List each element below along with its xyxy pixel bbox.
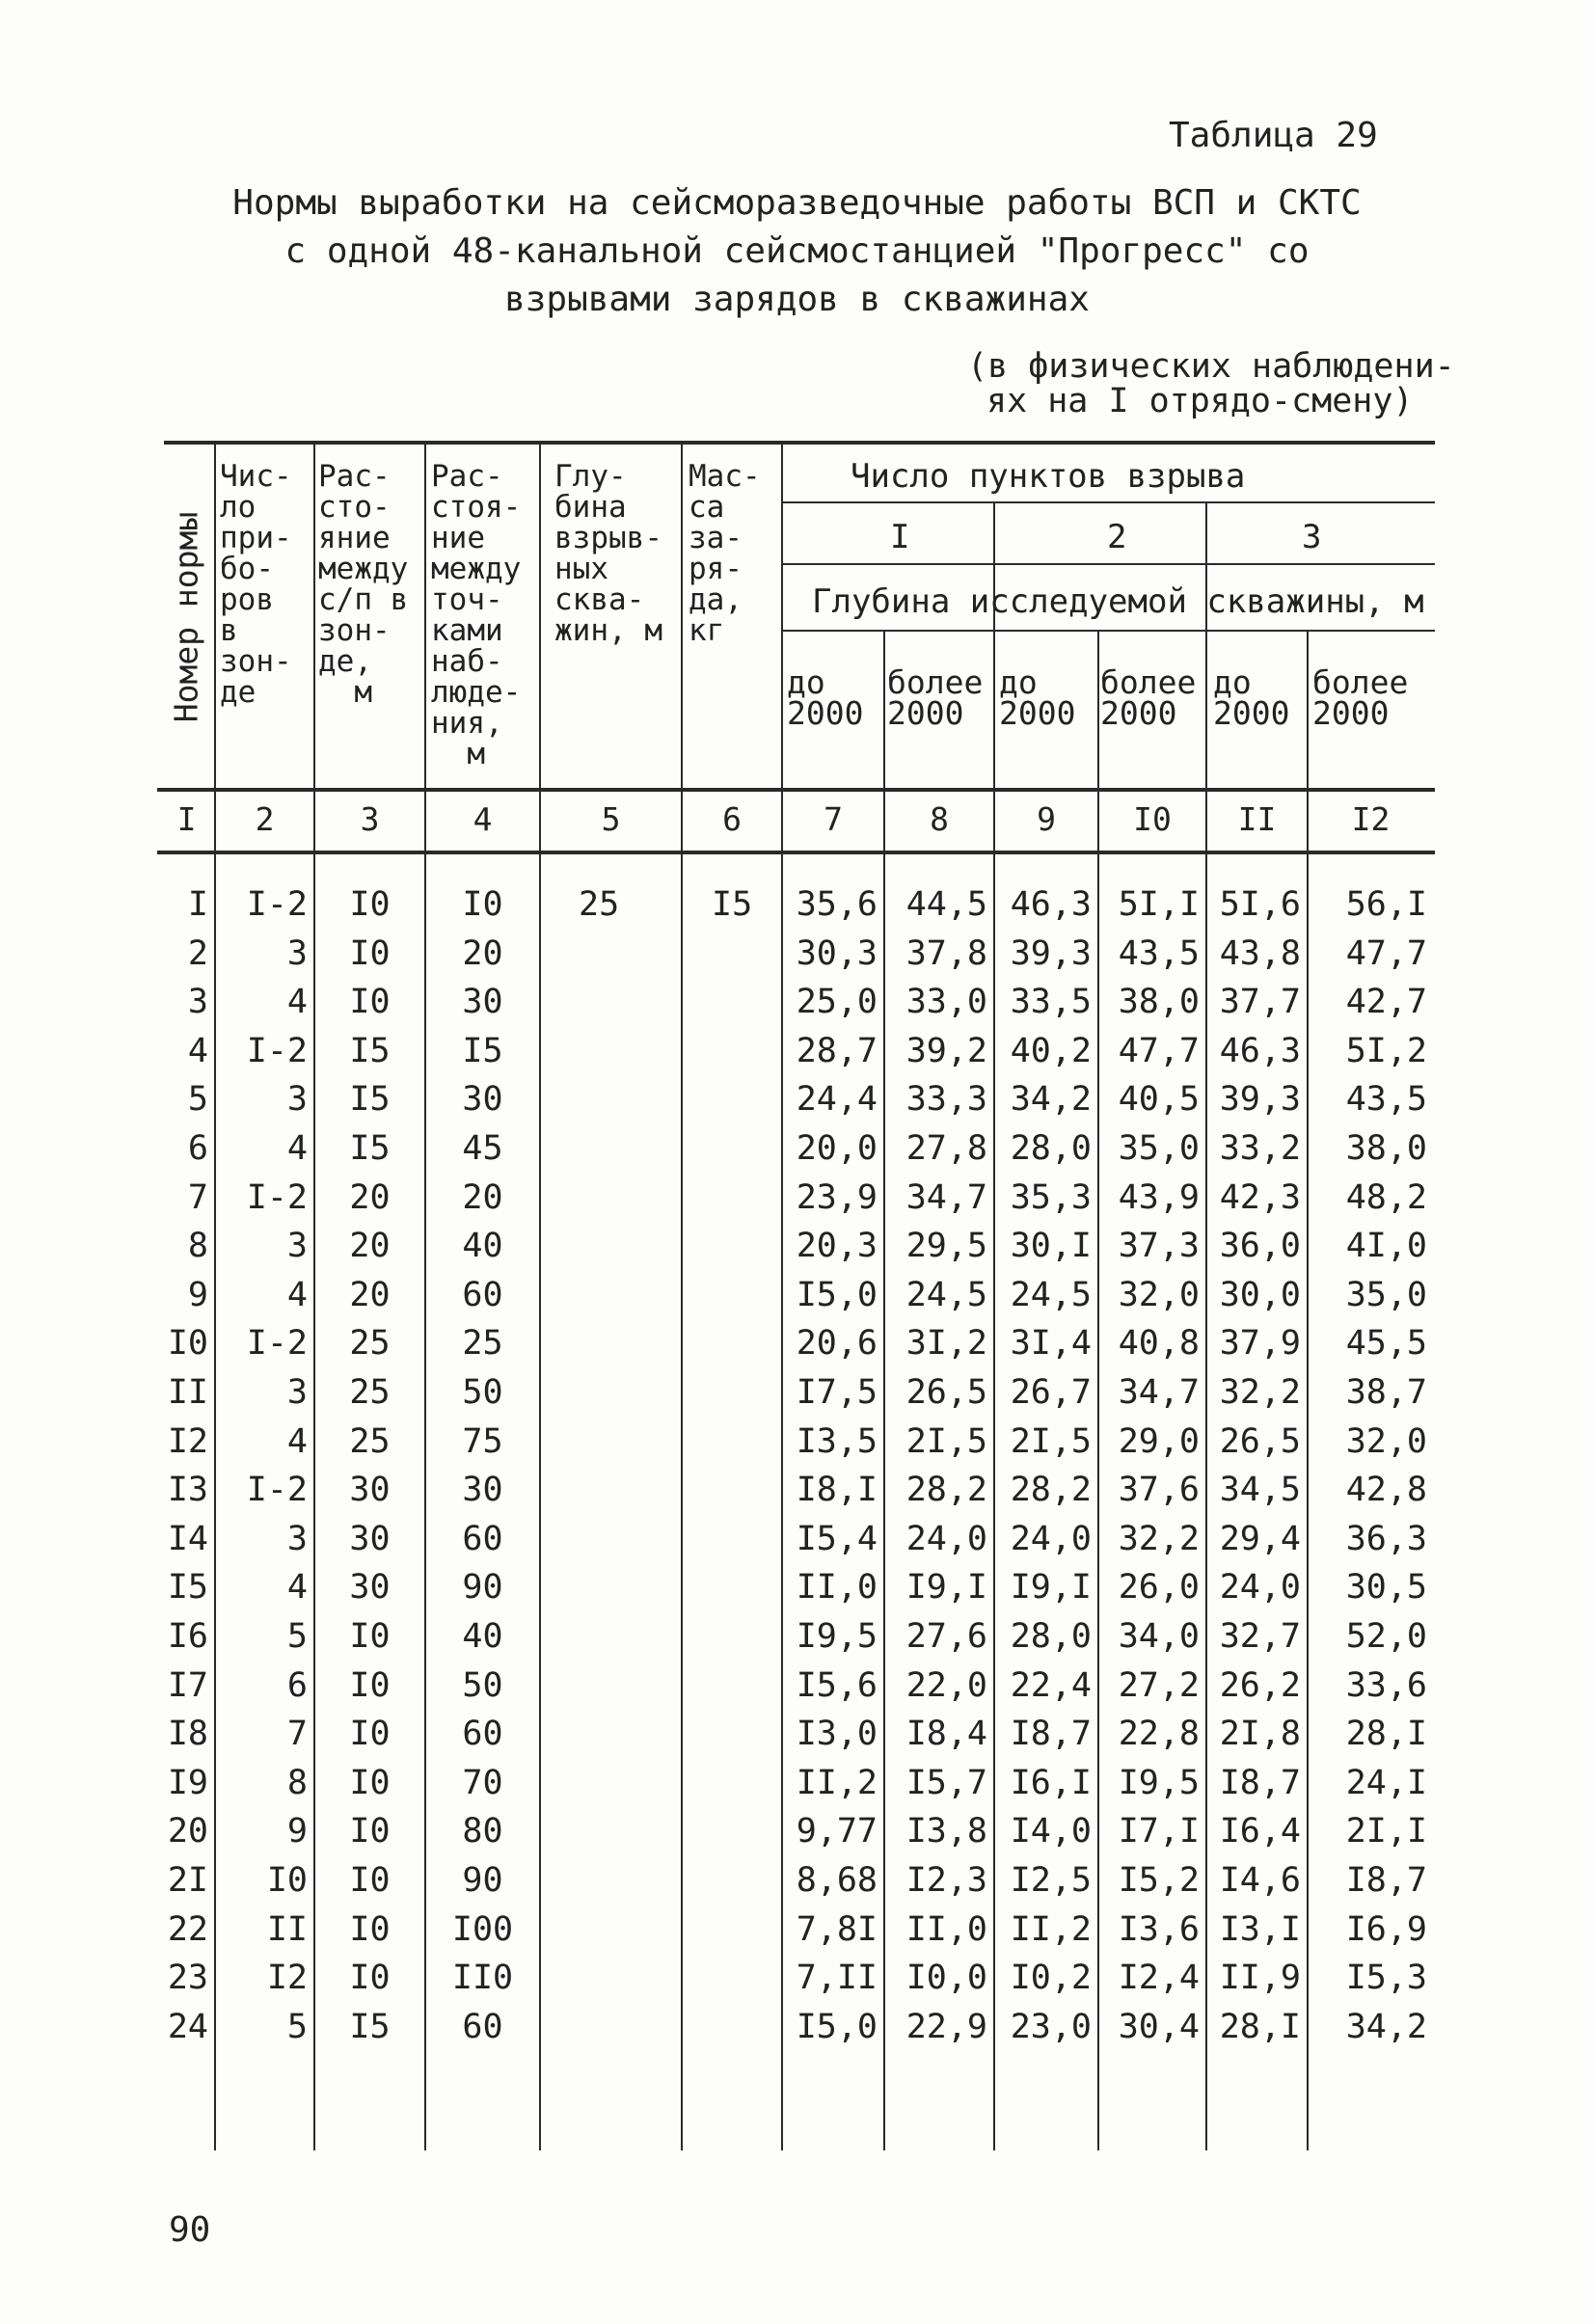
table-cell: 48,2 (1345, 1177, 1427, 1217)
column-number: 4 (473, 800, 493, 838)
table-cell: 45 (462, 1129, 503, 1168)
table-cell: 28,2 (905, 1471, 987, 1510)
table-cell: I5 (349, 1080, 391, 1120)
table-cell: 52,0 (1345, 1617, 1427, 1656)
table-cell: 42,3 (1219, 1177, 1301, 1217)
table-cell: 24,0 (905, 1519, 987, 1558)
table-cell: 4 (286, 1275, 308, 1314)
table-cell: 37,9 (1219, 1324, 1301, 1364)
table-cell: 42,8 (1345, 1471, 1427, 1510)
table-cell: 30,0 (1219, 1275, 1301, 1314)
table-cell: 9,77 (796, 1812, 878, 1851)
header-charge-mass: Мас- са за- ря- да, кг (689, 459, 761, 648)
column-number: 3 (360, 800, 380, 838)
table-cell: I0 (167, 1324, 208, 1364)
table-cell: I0 (349, 1812, 391, 1851)
table-cell: 32,0 (1345, 1421, 1427, 1461)
table-cell: 26,5 (905, 1373, 987, 1412)
table-cell: 40,8 (1118, 1324, 1200, 1364)
table-cell: 3 (286, 1227, 308, 1266)
table-cell: 36,0 (1219, 1227, 1301, 1266)
column-number: II (1237, 800, 1277, 838)
table-cell: I5,0 (796, 1275, 878, 1314)
table-cell: 35,0 (1118, 1129, 1200, 1168)
table-cell: I8 (167, 1715, 208, 1754)
table-cell: 5 (286, 1617, 308, 1656)
table-cell: 4 (286, 983, 308, 1022)
table-cell: I0 (462, 885, 503, 924)
table-cell: 24,0 (1010, 1519, 1092, 1558)
table-cell: 20 (462, 1177, 503, 1217)
table-cell: 30 (349, 1568, 391, 1608)
table-cell: 5I,I (1118, 885, 1200, 924)
table-cell: 38,7 (1345, 1373, 1427, 1412)
table-cell: I0,0 (905, 1959, 987, 1998)
table-cell: 28,I (1345, 1715, 1427, 1754)
table-cell: II,2 (1010, 1909, 1092, 1949)
table-cell: 4 (286, 1129, 308, 1168)
table-cell: 22,0 (905, 1665, 987, 1705)
table-title-line-2: с одной 48-канальной сейсмостанцией "Прогресс" со (284, 231, 1310, 271)
table-cell: 32,2 (1219, 1373, 1301, 1412)
table-cell: 20 (349, 1227, 391, 1266)
page-number: 90 (169, 2210, 211, 2250)
table-cell: 30 (462, 1080, 503, 1120)
table-cell: 43,9 (1118, 1177, 1200, 1217)
table-cell: 5I,6 (1219, 885, 1301, 924)
table-cell: I8,7 (1010, 1715, 1092, 1754)
table-cell: I3,5 (796, 1421, 878, 1461)
table-cell: 33,0 (905, 983, 987, 1022)
table-cell: 20,6 (796, 1324, 878, 1364)
table-cell: I3,8 (905, 1812, 987, 1851)
table-cell: I-2 (246, 885, 308, 924)
table-cell: 28,I (1219, 2007, 1301, 2046)
table-cell: 20 (462, 933, 503, 973)
table-cell: 22,8 (1118, 1715, 1200, 1754)
table-cell: 46,3 (1010, 885, 1092, 924)
column-number: I (176, 800, 197, 838)
table-cell: I3,6 (1118, 1909, 1200, 1949)
table-cell: 30,4 (1118, 2007, 1200, 2046)
table-cell: 50 (462, 1665, 503, 1705)
table-cell: I0 (349, 1909, 391, 1949)
table-cell: 33,5 (1010, 983, 1092, 1022)
table-cell: 27,2 (1118, 1665, 1200, 1705)
table-cell: 29,0 (1118, 1421, 1200, 1461)
table-cell: I3,I (1219, 1909, 1301, 1949)
table-cell: I2 (167, 1421, 208, 1461)
unit-note-line-1: (в физических наблюдени- (967, 347, 1455, 386)
column-rule (681, 444, 683, 2150)
table-cell: I2,5 (1010, 1861, 1092, 1900)
table-title-line-1: Нормы выработки на сейсморазведочные работы ВСП и СКТС (232, 183, 1362, 223)
table-cell: 39,2 (905, 1031, 987, 1070)
table-cell: 50 (462, 1373, 503, 1412)
table-cell: I-2 (246, 1031, 308, 1070)
table-cell: 40 (462, 1227, 503, 1266)
table-cell: II0 (451, 1959, 514, 1998)
table-cell: 33,2 (1219, 1129, 1301, 1168)
table-cell: 20 (167, 1812, 208, 1851)
header-blast-points-count: Число пунктов взрыва (851, 457, 1246, 496)
table-cell: I7,I (1118, 1812, 1200, 1851)
table-cell: 70 (462, 1763, 503, 1802)
table-cell: 7 (187, 1177, 208, 1217)
header-investigated-well-depth: Глубина исследуемой скважины, м (812, 582, 1424, 621)
table-cell: I0 (349, 1617, 391, 1656)
table-cell: I5,0 (796, 2007, 878, 2046)
table-cell: I-2 (246, 1324, 308, 1364)
table-cell: II,2 (796, 1763, 878, 1802)
table-cell: 34,0 (1118, 1617, 1200, 1656)
table-cell: I5,4 (796, 1519, 878, 1558)
table-cell: 75 (462, 1421, 503, 1461)
table-cell: 42,7 (1345, 983, 1427, 1022)
table-cell: I5,3 (1345, 1959, 1427, 1998)
table-cell: 4 (286, 1421, 308, 1461)
table-cell: 24,5 (1010, 1275, 1092, 1314)
table-cell: 56,I (1345, 885, 1427, 924)
column-rule (539, 444, 541, 2150)
table-top-rule (164, 441, 1435, 445)
table-cell: I7 (167, 1665, 208, 1705)
table-cell: 80 (462, 1812, 503, 1851)
table-cell: II (167, 1373, 208, 1412)
table-cell: 22,9 (905, 2007, 987, 2046)
table-cell: 3 (286, 1373, 308, 1412)
table-cell: 2I (167, 1861, 208, 1900)
table-cell: 39,3 (1219, 1080, 1301, 1120)
table-cell: 90 (462, 1861, 503, 1900)
table-cell: I3,0 (796, 1715, 878, 1754)
table-number: Таблица 29 (1169, 116, 1378, 155)
table-cell: 30 (462, 1471, 503, 1510)
column-number: 5 (601, 800, 621, 838)
table-cell: 32,7 (1219, 1617, 1301, 1656)
table-cell: 3I,2 (905, 1324, 987, 1364)
table-cell: II,0 (905, 1909, 987, 1949)
table-cell: 34,7 (1118, 1373, 1200, 1412)
table-cell: 8 (187, 1227, 208, 1266)
table-cell: 25,0 (796, 983, 878, 1022)
table-cell: 25 (349, 1373, 391, 1412)
table-cell: 39,3 (1010, 933, 1092, 973)
table-cell: 24 (167, 2007, 208, 2046)
header-well-depth: Глу- бина взрыв- ных сква- жин, м (554, 459, 662, 648)
table-cell: 43,8 (1219, 933, 1301, 973)
table-cell: 3 (286, 933, 308, 973)
table-cell: 34,2 (1010, 1080, 1092, 1120)
table-cell: I (187, 885, 208, 924)
table-cell: 35,6 (796, 885, 878, 924)
table-cell: 47,7 (1118, 1031, 1200, 1070)
table-cell: 4 (187, 1031, 208, 1070)
table-cell: 30 (462, 983, 503, 1022)
table-cell: 43,5 (1345, 1080, 1427, 1120)
table-cell: 35,0 (1345, 1275, 1427, 1314)
table-cell: 8 (286, 1763, 308, 1802)
column-numbers-rule (157, 851, 1435, 854)
table-cell: 3 (286, 1519, 308, 1558)
subheader-to-2000: до 2000 (1213, 663, 1290, 732)
table-cell: I5 (349, 1031, 391, 1070)
first-row-well-depth: 25 (579, 885, 620, 924)
table-cell: I4 (167, 1519, 208, 1558)
header-group-1: I (890, 518, 910, 556)
table-cell: 4 (286, 1568, 308, 1608)
table-cell: I0 (349, 1665, 391, 1705)
table-cell: I6 (167, 1617, 208, 1656)
table-cell: 34,5 (1219, 1471, 1301, 1510)
table-cell: II (266, 1909, 308, 1949)
table-cell: 60 (462, 2007, 503, 2046)
column-number: 9 (1037, 800, 1056, 838)
table-cell: I5,6 (796, 1665, 878, 1705)
table-cell: 32,0 (1118, 1275, 1200, 1314)
table-cell: 6 (187, 1129, 208, 1168)
table-cell: 40,2 (1010, 1031, 1092, 1070)
table-cell: 25 (462, 1324, 503, 1364)
table-cell: I5,7 (905, 1763, 987, 1802)
subheader-to-2000: до 2000 (787, 663, 864, 732)
rule-under-group-title (781, 501, 1435, 503)
table-cell: 29,4 (1219, 1519, 1301, 1558)
table-cell: 33,3 (905, 1080, 987, 1120)
table-cell: 23,9 (796, 1177, 878, 1217)
column-number: 7 (824, 800, 843, 838)
table-cell: 26,2 (1219, 1665, 1301, 1705)
table-cell: I5 (462, 1031, 503, 1070)
rule-under-group-numbers (781, 563, 1435, 565)
table-cell: I6,9 (1345, 1909, 1427, 1949)
table-cell: 38,0 (1345, 1129, 1427, 1168)
table-cell: 26,7 (1010, 1373, 1092, 1412)
column-number: I2 (1351, 800, 1391, 838)
table-cell: I9,I (1010, 1568, 1092, 1608)
table-cell: 30 (349, 1471, 391, 1510)
table-cell: I4,0 (1010, 1812, 1092, 1851)
table-cell: I8,7 (1345, 1861, 1427, 1900)
header-devices-in-probe: Чис- ло при- бо- ров в зон- де (220, 459, 292, 710)
table-cell: 24,0 (1219, 1568, 1301, 1608)
table-cell: 3 (286, 1080, 308, 1120)
table-title-line-3: взрывами зарядов в скважинах (504, 280, 1090, 319)
table-cell: 43,5 (1118, 933, 1200, 973)
table-cell: 25 (349, 1421, 391, 1461)
table-cell: 60 (462, 1715, 503, 1754)
table-cell: 3I,4 (1010, 1324, 1092, 1364)
table-cell: I-2 (246, 1177, 308, 1217)
column-number: 8 (930, 800, 949, 838)
table-cell: 5 (286, 2007, 308, 2046)
table-cell: 28,0 (1010, 1129, 1092, 1168)
table-cell: 22,4 (1010, 1665, 1092, 1705)
table-cell: 5 (187, 1080, 208, 1120)
table-cell: 20,3 (796, 1227, 878, 1266)
table-cell: 90 (462, 1568, 503, 1608)
table-cell: 23 (167, 1959, 208, 1998)
table-cell: I9,5 (1118, 1763, 1200, 1802)
table-cell: 37,3 (1118, 1227, 1200, 1266)
table-cell: 37,8 (905, 933, 987, 973)
table-cell: 34,2 (1345, 2007, 1427, 2046)
table-cell: 30,3 (796, 933, 878, 973)
table-cell: 26,5 (1219, 1421, 1301, 1461)
table-cell: 47,7 (1345, 933, 1427, 973)
table-cell: 28,7 (796, 1031, 878, 1070)
table-cell: 36,3 (1345, 1519, 1427, 1558)
table-cell: 4I,0 (1345, 1227, 1427, 1266)
table-cell: 7,8I (796, 1909, 878, 1949)
table-cell: 46,3 (1219, 1031, 1301, 1070)
subheader-to-2000: до 2000 (999, 663, 1076, 732)
table-cell: 27,6 (905, 1617, 987, 1656)
column-number: 6 (722, 800, 742, 838)
header-distance-between-points: Рас- стоя- ние между точ- ками наб- люде- ния, м (431, 459, 522, 771)
table-cell: I2,4 (1118, 1959, 1200, 1998)
table-cell: I2,3 (905, 1861, 987, 1900)
table-cell: I0 (349, 1959, 391, 1998)
table-cell: 44,5 (905, 885, 987, 924)
table-cell: II,0 (796, 1568, 878, 1608)
subheader-more-2000: более 2000 (1312, 663, 1409, 732)
table-cell: 22 (167, 1909, 208, 1949)
header-distance-between-sp: Рас- сто- яние между с/п в зон- де, м (318, 459, 409, 710)
header-group-2: 2 (1107, 518, 1127, 556)
table-cell: I8,I (796, 1471, 878, 1510)
table-cell: 2 (187, 933, 208, 973)
header-norm-number: Номер нормы (167, 511, 205, 723)
table-cell: I5 (167, 1568, 208, 1608)
table-cell: I2 (266, 1959, 308, 1998)
table-cell: I-2 (246, 1471, 308, 1510)
table-cell: 23,0 (1010, 2007, 1092, 2046)
table-cell: 38,0 (1118, 983, 1200, 1022)
table-cell: I4,6 (1219, 1861, 1301, 1900)
column-number: 2 (255, 800, 275, 838)
table-cell: 30,5 (1345, 1568, 1427, 1608)
table-cell: 40 (462, 1617, 503, 1656)
table-cell: 28,0 (1010, 1617, 1092, 1656)
table-cell: I6,I (1010, 1763, 1092, 1802)
table-cell: I7,5 (796, 1373, 878, 1412)
table-cell: 2I,5 (905, 1421, 987, 1461)
table-cell: 3 (187, 983, 208, 1022)
table-cell: 27,8 (905, 1129, 987, 1168)
table-cell: 20 (349, 1177, 391, 1217)
table-cell: 24,4 (796, 1080, 878, 1120)
header-bottom-rule (157, 788, 1435, 792)
table-cell: I0 (349, 885, 391, 924)
table-cell: 45,5 (1345, 1324, 1427, 1364)
table-cell: 2I,8 (1219, 1715, 1301, 1754)
table-cell: I0 (349, 1715, 391, 1754)
table-cell: 60 (462, 1275, 503, 1314)
table-cell: I0 (349, 1763, 391, 1802)
subheader-more-2000: более 2000 (887, 663, 984, 732)
table-cell: 60 (462, 1519, 503, 1558)
table-cell: I0 (349, 983, 391, 1022)
table-cell: 24,5 (905, 1275, 987, 1314)
table-cell: 26,0 (1118, 1568, 1200, 1608)
table-cell: 32,2 (1118, 1519, 1200, 1558)
table-cell: I0,2 (1010, 1959, 1092, 1998)
table-cell: 28,2 (1010, 1471, 1092, 1510)
table-cell: I3 (167, 1471, 208, 1510)
column-number: I0 (1133, 800, 1172, 838)
table-cell: I9,I (905, 1568, 987, 1608)
table-cell: I9,5 (796, 1617, 878, 1656)
table-cell: 20,0 (796, 1129, 878, 1168)
table-cell: 2I,5 (1010, 1421, 1092, 1461)
table-cell: I0 (266, 1861, 308, 1900)
table-cell: 30 (349, 1519, 391, 1558)
table-cell: 30,I (1010, 1227, 1092, 1266)
header-group-3: 3 (1302, 518, 1322, 556)
table-cell: 7,II (796, 1959, 878, 1998)
table-cell: 2I,I (1345, 1812, 1427, 1851)
table-cell: I5,2 (1118, 1861, 1200, 1900)
table-cell: 40,5 (1118, 1080, 1200, 1120)
table-cell: 7 (286, 1715, 308, 1754)
table-cell: 34,7 (905, 1177, 987, 1217)
unit-note-line-2: ях на I отрядо-смену) (986, 382, 1414, 420)
first-row-charge-mass: I5 (712, 885, 753, 924)
table-cell: 35,3 (1010, 1177, 1092, 1217)
table-cell: I0 (349, 1861, 391, 1900)
table-cell: I5 (349, 2007, 391, 2046)
table-cell: I5 (349, 1129, 391, 1168)
table-cell: I9 (167, 1763, 208, 1802)
table-cell: II,9 (1219, 1959, 1301, 1998)
table-cell: I8,7 (1219, 1763, 1301, 1802)
table-cell: 9 (187, 1275, 208, 1314)
table-cell: 24,I (1345, 1763, 1427, 1802)
table-cell: I0 (349, 933, 391, 973)
table-cell: 29,5 (905, 1227, 987, 1266)
rule-under-depth-title (781, 630, 1435, 632)
table-cell: 5I,2 (1345, 1031, 1427, 1070)
subheader-more-2000: более 2000 (1100, 663, 1197, 732)
table-cell: 20 (349, 1275, 391, 1314)
table-cell: 37,7 (1219, 983, 1301, 1022)
table-cell: I8,4 (905, 1715, 987, 1754)
table-cell: I00 (451, 1909, 514, 1949)
table-cell: I6,4 (1219, 1812, 1301, 1851)
table-cell: 8,68 (796, 1861, 878, 1900)
table-cell: 6 (286, 1665, 308, 1705)
table-cell: 33,6 (1345, 1665, 1427, 1705)
table-cell: 37,6 (1118, 1471, 1200, 1510)
table-cell: 9 (286, 1812, 308, 1851)
table-cell: 25 (349, 1324, 391, 1364)
